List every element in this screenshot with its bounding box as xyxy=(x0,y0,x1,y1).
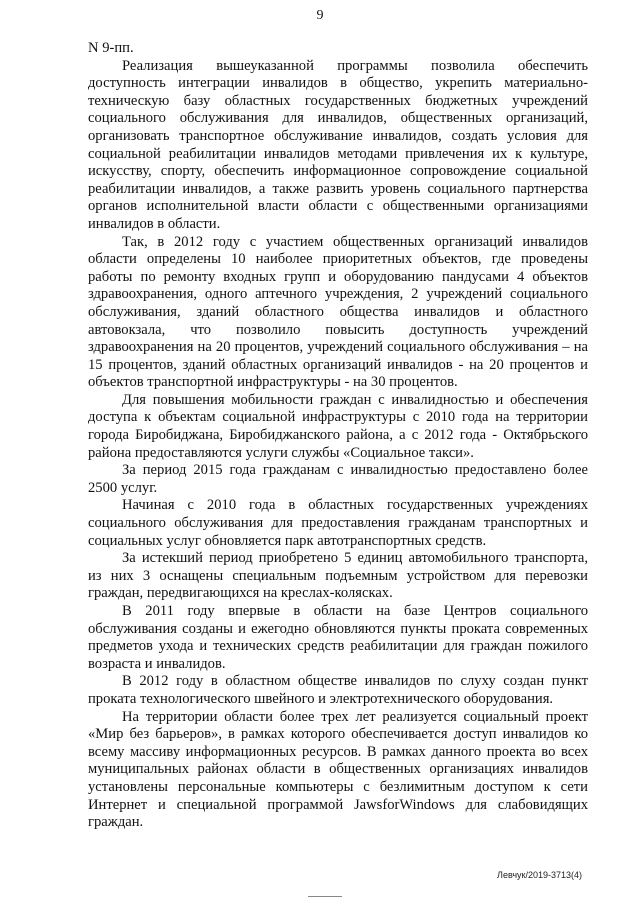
continuation-line: N 9-пп. xyxy=(88,40,134,56)
page-number: 9 xyxy=(316,8,324,23)
paragraph-world-without-barriers: На территории области более трех лет реализуется социальный проект «Мир без барьеров», в рамках которого обеспечивается доступ инвалидов ко всему массиву информационных ресурсов. В рамках данного проекта во всех муниципальных районах области в общественных организациях инвалидов установлены персональные компьютеры с безлимитным доступом к сети Интернет и специальной программой JawsforWindows для слабовидящих граждан. xyxy=(88,708,588,831)
paragraph-2012-priority-objects: Так, в 2012 году с участием общественных организаций инвалидов области определены 10 наиболее приоритетных объектов, где проведены работы по ремонту входных групп и оборудованию пандусами 4 объектов здравоохранения, одного аптечного учреждения, 2 учреждений социального обслуживания, зданий областного общества инвалидов и областного автовокзала, что позволило повысить доступность учреждений здравоохранения на 20 процентов, учреждений социального обслуживания – на 15 процентов, зданий областных организаций инвалидов - на 20 процентов и объектов транспортной инфраструктуры - на 30 процентов. xyxy=(88,233,588,391)
paragraph-social-taxi: Для повышения мобильности граждан с инвалидностью и обеспечения доступа к объектам социальной инфраструктуры с 2010 года на территории города Биробиджана, Биробиджанского района, а с 2012 года - Октябрьского района предоставляются услуги службы «Социальное такси». xyxy=(88,391,588,461)
document-registration-code: Левчук/2019-3713(4) xyxy=(497,870,582,880)
bottom-edge-mark xyxy=(308,896,342,897)
paragraph-vehicle-fleet: Начиная с 2010 года в областных государственных учреждениях социального обслуживания для предоставления гражданам транспортных и социальных услуг обновляется парк автотранспортных средств. xyxy=(88,497,588,549)
document-body xyxy=(88,40,588,832)
paragraph-2015-services: За период 2015 года гражданам с инвалидностью предоставлено более 2500 услуг. xyxy=(88,462,588,496)
paragraph-rental-points: В 2011 году впервые в области на базе Центров социального обслуживания созданы и ежегодно обновляются пункты проката современных предметов ухода и технических средств реабилитации для граждан пожилого возраста и инвалидов. xyxy=(88,603,588,672)
paragraph-hearing-society: В 2012 году в областном обществе инвалидов по слуху создан пункт проката технологического швейного и электротехнического оборудования. xyxy=(88,673,588,707)
paragraph-program-results: Реализация вышеуказанной программы позволила обеспечить доступность интеграции инвалидов в общество, укрепить материально-техническую базу областных государственных бюджетных учреждений социального обслуживания для инвалидов, общественных организаций, организовать транспортное обслуживание инвалидов, создать условия для социальной реабилитации инвалидов методами привлечения их к культуре, искусству, спорту, обеспечить информационное сопровождение социальной реабилитации инвалидов, а также развить уровень социального партнерства органов исполнительной власти области с общественными организациями инвалидов в области. xyxy=(88,57,588,232)
paragraph-vehicles-acquired: За истекший период приобретено 5 единиц автомобильного транспорта, из них 3 оснащены специальным подъемным устройством для перевозки граждан, передвигающихся на креслах-колясках. xyxy=(88,550,588,602)
